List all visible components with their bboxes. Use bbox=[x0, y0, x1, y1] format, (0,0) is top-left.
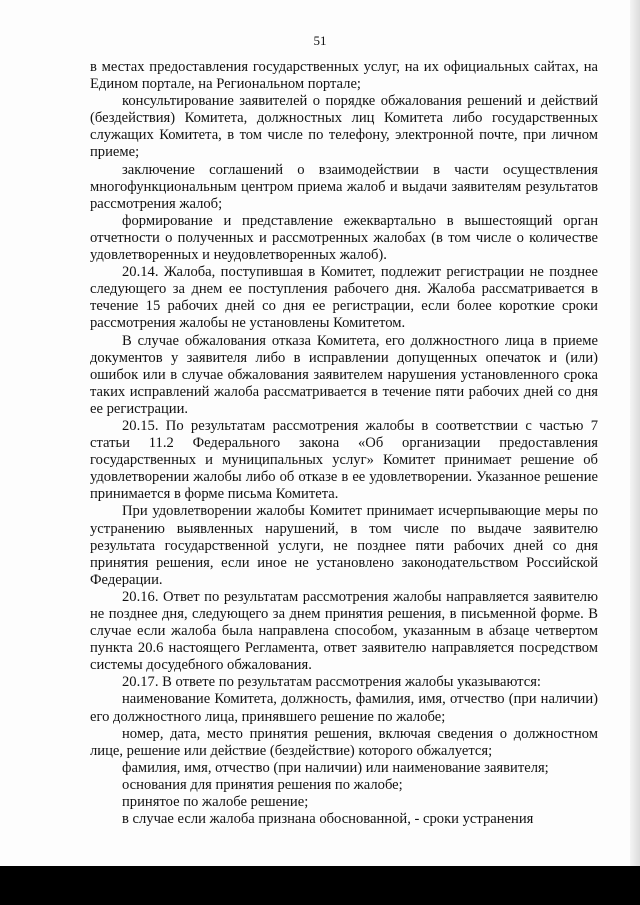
page-number: 51 bbox=[313, 33, 327, 48]
paragraph: номер, дата, место принятия решения, включая сведения о должностном лице, решение или действие (бездействие) которого обжалуется; bbox=[90, 725, 598, 759]
paragraph: 20.14. Жалоба, поступившая в Комитет, подлежит регистрации не позднее следующего за днем ее поступления рабочего дня. Жалоба рассматривается в течение 15 рабочих дней со дня ее регистрации, если более короткие сроки рассмотрения жалобы не установлены Комитетом. bbox=[90, 264, 598, 332]
paragraph: основания для принятия решения по жалобе; bbox=[122, 776, 403, 793]
paragraph: консультирование заявителей о порядке обжалования решений и действий (бездействия) Комитета, должностных лиц Комитета либо государственных служащих Комитета, в том числе по телефону, электронной почте, при личном приеме; bbox=[90, 93, 598, 161]
scan-edge-shadow bbox=[630, 0, 640, 905]
scan-bottom-border bbox=[0, 866, 640, 905]
document-body bbox=[90, 59, 598, 828]
paragraph: В случае обжалования отказа Комитета, его должностного лица в приеме документов у заявителя либо в исправлении допущенных опечаток и (или) ошибок или в случае обжалования заявителем нарушения установленного срока таких исправлений жалоба рассматривается в течение пяти рабочих дней со дня ее регистрации. bbox=[90, 332, 598, 417]
paragraph: в случае если жалоба признана обоснованной, - сроки устранения bbox=[122, 811, 534, 828]
paragraph: принятое по жалобе решение; bbox=[122, 794, 309, 811]
paragraph: наименование Комитета, должность, фамилия, имя, отчество (при наличии) его должностного лица, принявшего решение по жалобе; bbox=[90, 691, 598, 725]
paragraph: 20.17. В ответе по результатам рассмотрения жалобы указываются: bbox=[122, 674, 541, 691]
paragraph: заключение соглашений о взаимодействии в части осуществления многофункциональным центром приема жалоб и выдачи заявителям результатов рассмотрения жалоб; bbox=[90, 161, 598, 212]
paragraph: При удовлетворении жалобы Комитет принимает исчерпывающие меры по устранению выявленных нарушений, в том числе по выдаче заявителю результата государственной услуги, не позднее пяти рабочих дней со дня принятия решения, если иное не установлено законодательством Российской Федерации. bbox=[90, 503, 598, 588]
paragraph: формирование и представление ежеквартально в вышестоящий орган отчетности о полученных и рассмотренных жалобах (в том числе о количестве удовлетворенных и неудовлетворенных жалоб). bbox=[90, 212, 598, 264]
paragraph: фамилия, имя, отчество (при наличии) или наименование заявителя; bbox=[122, 759, 549, 776]
paragraph: 20.15. По результатам рассмотрения жалобы в соответствии с частью 7 статьи 11.2 Федерального закона «Об организации предоставления государственных и муниципальных услуг» Комитет принимает решение об удовлетворении жалобы либо об отказе в ее удовлетворении. Указанное решение принимается в форме письма Комитета. bbox=[90, 417, 598, 503]
paragraph: 20.16. Ответ по результатам рассмотрения жалобы направляется заявителю не позднее дня, следующего за днем принятия решения, в письменной форме. В случае если жалоба была направлена способом, указанным в абзаце четвертом пункта 20.6 настоящего Регламента, ответ заявителю направляется посредством системы досудебного обжалования. bbox=[90, 588, 598, 674]
paragraph: в местах предоставления государственных услуг, на их официальных сайтах, на Едином портале, на Региональном портале; bbox=[90, 59, 598, 93]
